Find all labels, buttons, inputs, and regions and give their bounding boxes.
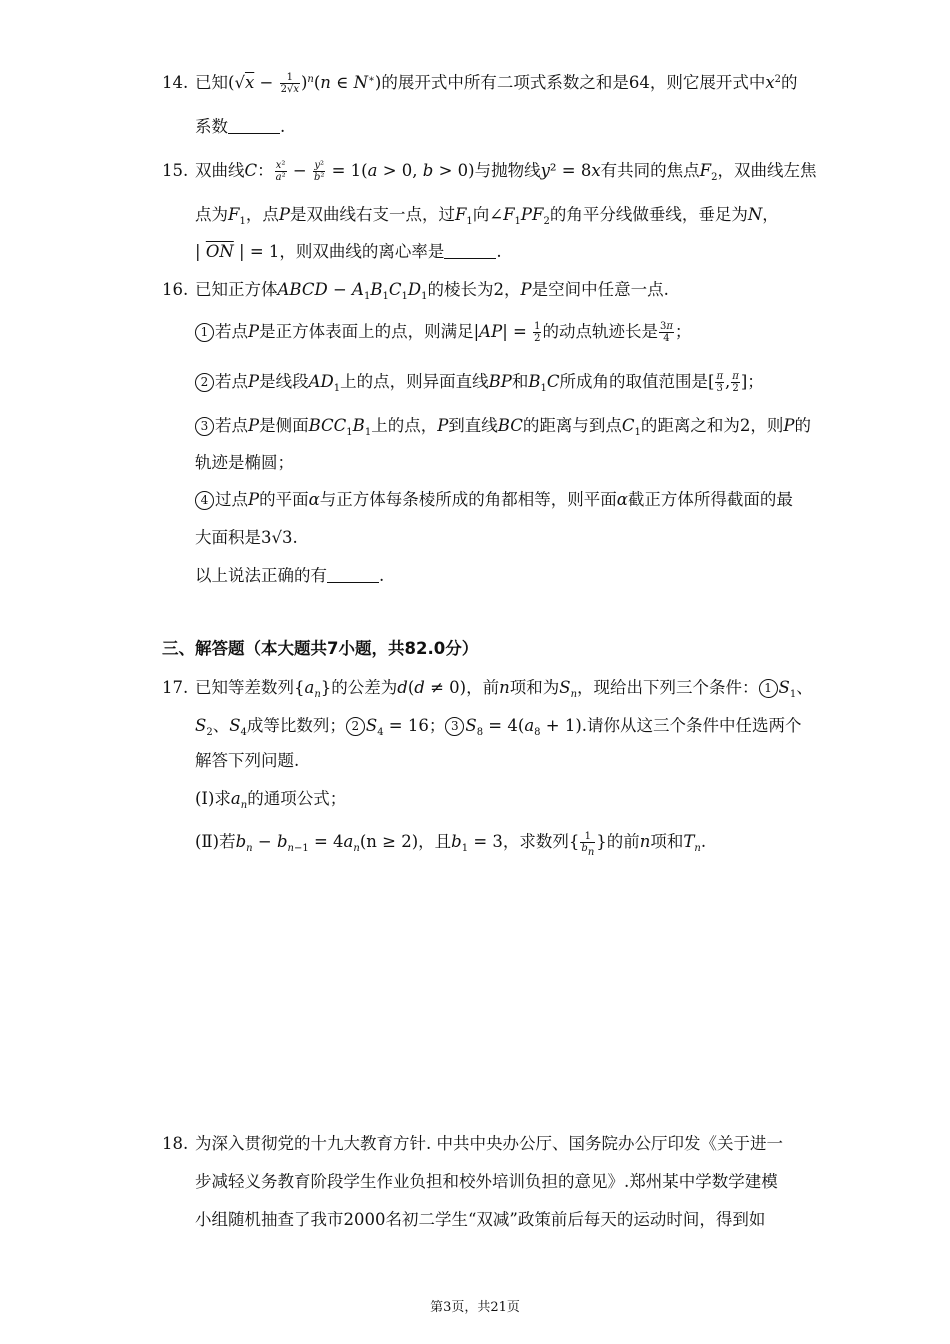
section-heading: 三、解答题（本大题共7小题，共82.0分） (162, 639, 479, 658)
question-15-line-2: 点为$F_1$，点P是双曲线右支一点，过$F_1$向$\angle F_1PF_2$的角平分线做垂线，垂足为N， (195, 205, 779, 227)
question-17-line-1: 已知等差数列$\{a_n\}$的公差为d(d ≠ 0)，前n项和为$S_n$，现给出下列三个条件： 1 $S_1$、 (195, 678, 813, 700)
question-14-line-2: 系数 . (195, 117, 286, 136)
question-17-line-2: $S_2$、$S_4$成等比数列； 2 $S_4 = 16$； 3 $S_8 = 4(a_8 + 1)$.请你从这三个条件中任选两个 (195, 716, 802, 738)
question-17-number: 17. (162, 678, 189, 697)
question-17-line-3: 解答下列问题. (195, 751, 300, 770)
question-16-statement-3: 3 若点P是侧面$BCC_1B_1$上的点，P到直线BC的距离与到点$C_1$的距离之和为2，则P的 (195, 414, 811, 438)
question-18-line-1: 为深入贯彻党的十九大教育方针. 中共中央办公厅、国务院办公厅印发《关于进一 (195, 1134, 783, 1153)
question-17-part-2: (Ⅱ)若$b_n - b_{n-1} = 4a_n(n \ge 2)$，且$b_1 = 3$，求数列{ $\frac{1}{b_n}$ }的前n项和$T_n$. (195, 831, 707, 858)
question-16-statement-1: 1 若点P是正方体表面上的点，则满足|AP| = $\frac{1}{2}$ 的动点轨迹长是 $\frac{3\pi}{4}$ ； (195, 320, 691, 344)
question-14-line-1: 已知(√x − $\frac{1}{2√x}$ )$^n$(n ∈ N∗)的展开式中所有二项式系数之和是64，则它展开式中$x^2$的 (195, 72, 798, 95)
question-16-line-1: 已知正方体ABCD − $A_1B_1C_1D_1$的棱长为2，P是空间中任意一点. (195, 280, 669, 302)
question-16-conclusion: 以上说法正确的有 . (195, 566, 385, 585)
page-footer: 第3页，共21页 (430, 1300, 520, 1315)
question-16-statement-4-cont: 大面积是3√3. (195, 528, 298, 547)
question-16-statement-4: 4 过点P的平面α与正方体每条棱所成的角都相等，则平面α截正方体所得截面的最 (195, 488, 793, 512)
question-15-number: 15. (162, 161, 189, 180)
question-18-line-2: 步减轻义务教育阶段学生作业负担和校外培训负担的意见》.郑州某中学数学建模 (195, 1172, 778, 1191)
question-16-number: 16. (162, 280, 189, 299)
answer-blank (228, 119, 280, 134)
question-14-number: 14. (162, 73, 189, 92)
question-18-line-3: 小组随机抽查了我市2000名初二学生“双减”政策前后每天的运动时间，得到如 (195, 1210, 766, 1229)
answer-blank (444, 244, 496, 259)
answer-blank (327, 568, 379, 583)
question-16-statement-3-cont: 轨迹是椭圆； (195, 453, 294, 472)
question-16-statement-2: 2 若点P是线段$AD_1$上的点，则异面直线BP和$B_1C$所成角的取值范围是[ $\frac{\pi}{3}$ , $\frac{\pi}{2}$ ]； (195, 370, 764, 394)
question-17-part-1: (Ⅰ)求$a_n$的通项公式； (195, 789, 347, 811)
question-15-line-3: | $\overline{ON}$ | = 1，则双曲线的离心率是 . (195, 242, 502, 261)
question-18-number: 18. (162, 1134, 189, 1153)
question-15-line-1: 双曲线C： $\frac{\text{x²}}{\text{a²}}$ − $\frac{\text{y²}}{\text{b²}}$ = 1(a > 0, b > 0)与抛物线y² = 8x有共同的焦点$F_2$，双曲线左焦 (195, 160, 817, 183)
